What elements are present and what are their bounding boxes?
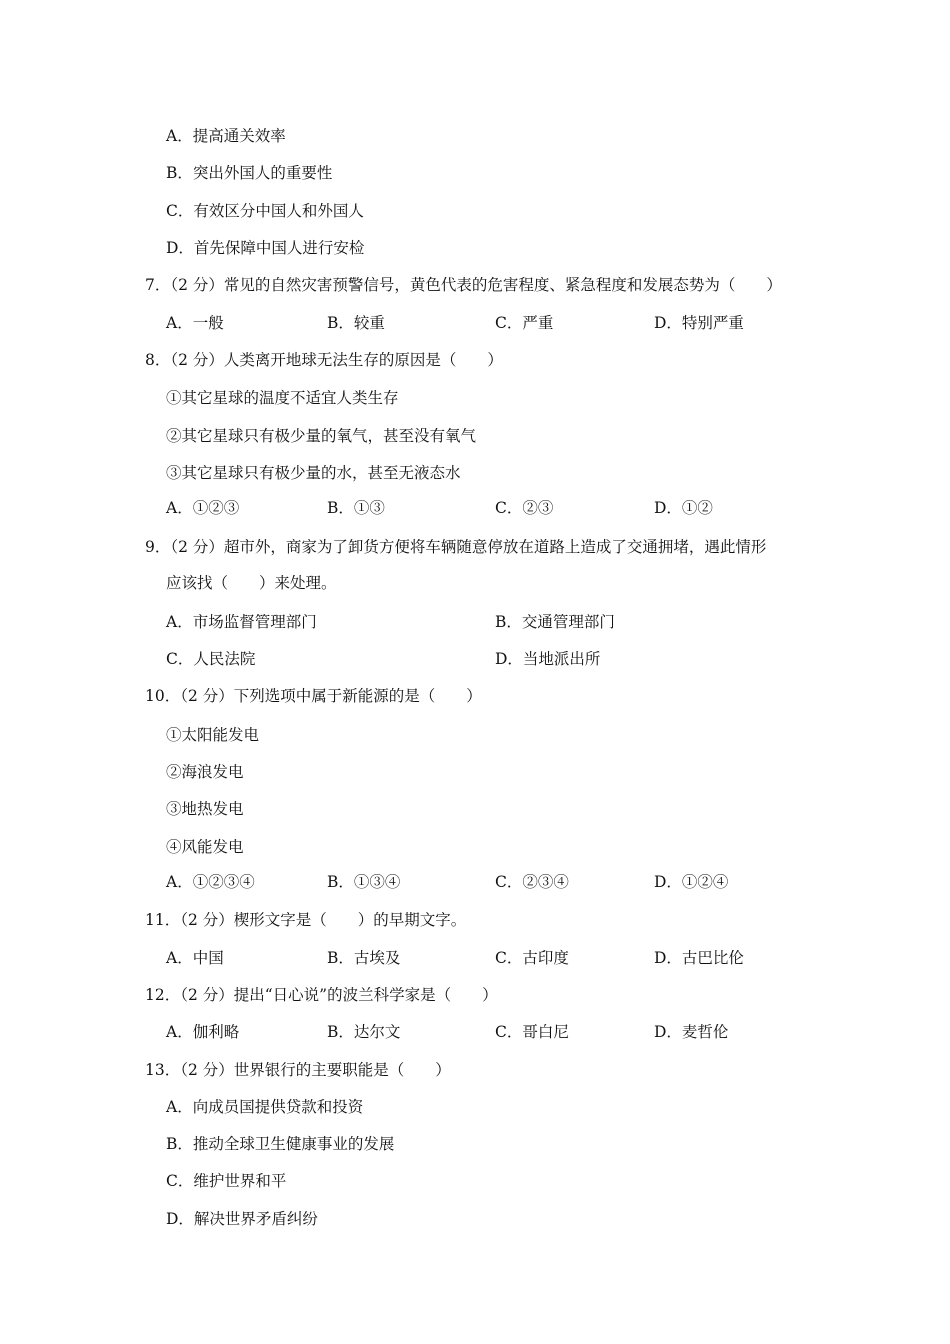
q10-stem: 10．（2 分）下列选项中属于新能源的是（ ） <box>145 687 482 705</box>
q6-option-d: D．首先保障中国人进行安检 <box>166 239 365 257</box>
q9-option-d: D．当地派出所 <box>495 650 601 668</box>
q10-option-a: A．①②③④ <box>166 873 255 891</box>
q11-option-d: D．古巴比伦 <box>654 949 744 967</box>
q8-option-c: C．②③ <box>495 499 554 517</box>
q10-option-d: D．①②④ <box>654 873 729 891</box>
q13-option-a: A．向成员国提供贷款和投资 <box>166 1098 364 1116</box>
q13-option-b: B．推动全球卫生健康事业的发展 <box>166 1135 395 1153</box>
q10-statement-2: ②海浪发电 <box>166 763 244 781</box>
q8-statement-2: ②其它星球只有极少量的氧气，甚至没有氧气 <box>166 427 477 445</box>
q12-option-b: B．达尔文 <box>327 1023 401 1041</box>
q13-stem: 13．（2 分）世界银行的主要职能是（ ） <box>145 1061 451 1079</box>
q9-option-c: C．人民法院 <box>166 650 256 668</box>
q11-option-c: C．古印度 <box>495 949 569 967</box>
q6-option-a: A．提高通关效率 <box>166 127 286 145</box>
q11-option-b: B．古埃及 <box>327 949 401 967</box>
q10-statement-3: ③地热发电 <box>166 800 244 818</box>
q6-option-b: B．突出外国人的重要性 <box>166 164 333 182</box>
q10-option-b: B．①③④ <box>327 873 401 891</box>
q10-statement-4: ④风能发电 <box>166 838 244 856</box>
q13-option-c: C．维护世界和平 <box>166 1172 287 1190</box>
q10-statement-1: ①太阳能发电 <box>166 726 260 744</box>
q12-option-a: A．伽利略 <box>166 1023 240 1041</box>
q10-option-c: C．②③④ <box>495 873 569 891</box>
q12-option-c: C．哥白尼 <box>495 1023 569 1041</box>
q8-statement-3: ③其它星球只有极少量的水，甚至无液态水 <box>166 464 461 482</box>
q7-option-c: C．严重 <box>495 314 554 332</box>
q12-stem: 12．（2 分）提出“日心说”的波兰科学家是（ ） <box>145 986 498 1004</box>
q9-stem-line-1: 9．（2 分）超市外，商家为了卸货方便将车辆随意停放在道路上造成了交通拥堵，遇此情形 <box>145 538 767 556</box>
q9-option-b: B．交通管理部门 <box>495 613 615 631</box>
q6-option-c: C．有效区分中国人和外国人 <box>166 202 364 220</box>
q13-option-d: D．解决世界矛盾纠纷 <box>166 1210 318 1228</box>
q7-stem: 7．（2 分）常见的自然灾害预警信号，黄色代表的危害程度、紧急程度和发展态势为（ ） <box>145 276 782 294</box>
q7-option-b: B．较重 <box>327 314 385 332</box>
q7-option-a: A．一般 <box>166 314 224 332</box>
q11-option-a: A．中国 <box>166 949 224 967</box>
q8-option-a: A．①②③ <box>166 499 240 517</box>
q8-statement-1: ①其它星球的温度不适宜人类生存 <box>166 389 399 407</box>
q8-stem: 8．（2 分）人类离开地球无法生存的原因是（ ） <box>145 351 503 369</box>
q12-option-d: D．麦哲伦 <box>654 1023 729 1041</box>
q8-option-d: D．①② <box>654 499 713 517</box>
q9-stem-line-2: 应该找（ ）来处理。 <box>166 574 337 592</box>
q8-option-b: B．①③ <box>327 499 385 517</box>
q11-stem: 11．（2 分）楔形文字是（ ）的早期文字。 <box>145 911 467 929</box>
q7-option-d: D．特别严重 <box>654 314 744 332</box>
q9-option-a: A．市场监督管理部门 <box>166 613 317 631</box>
